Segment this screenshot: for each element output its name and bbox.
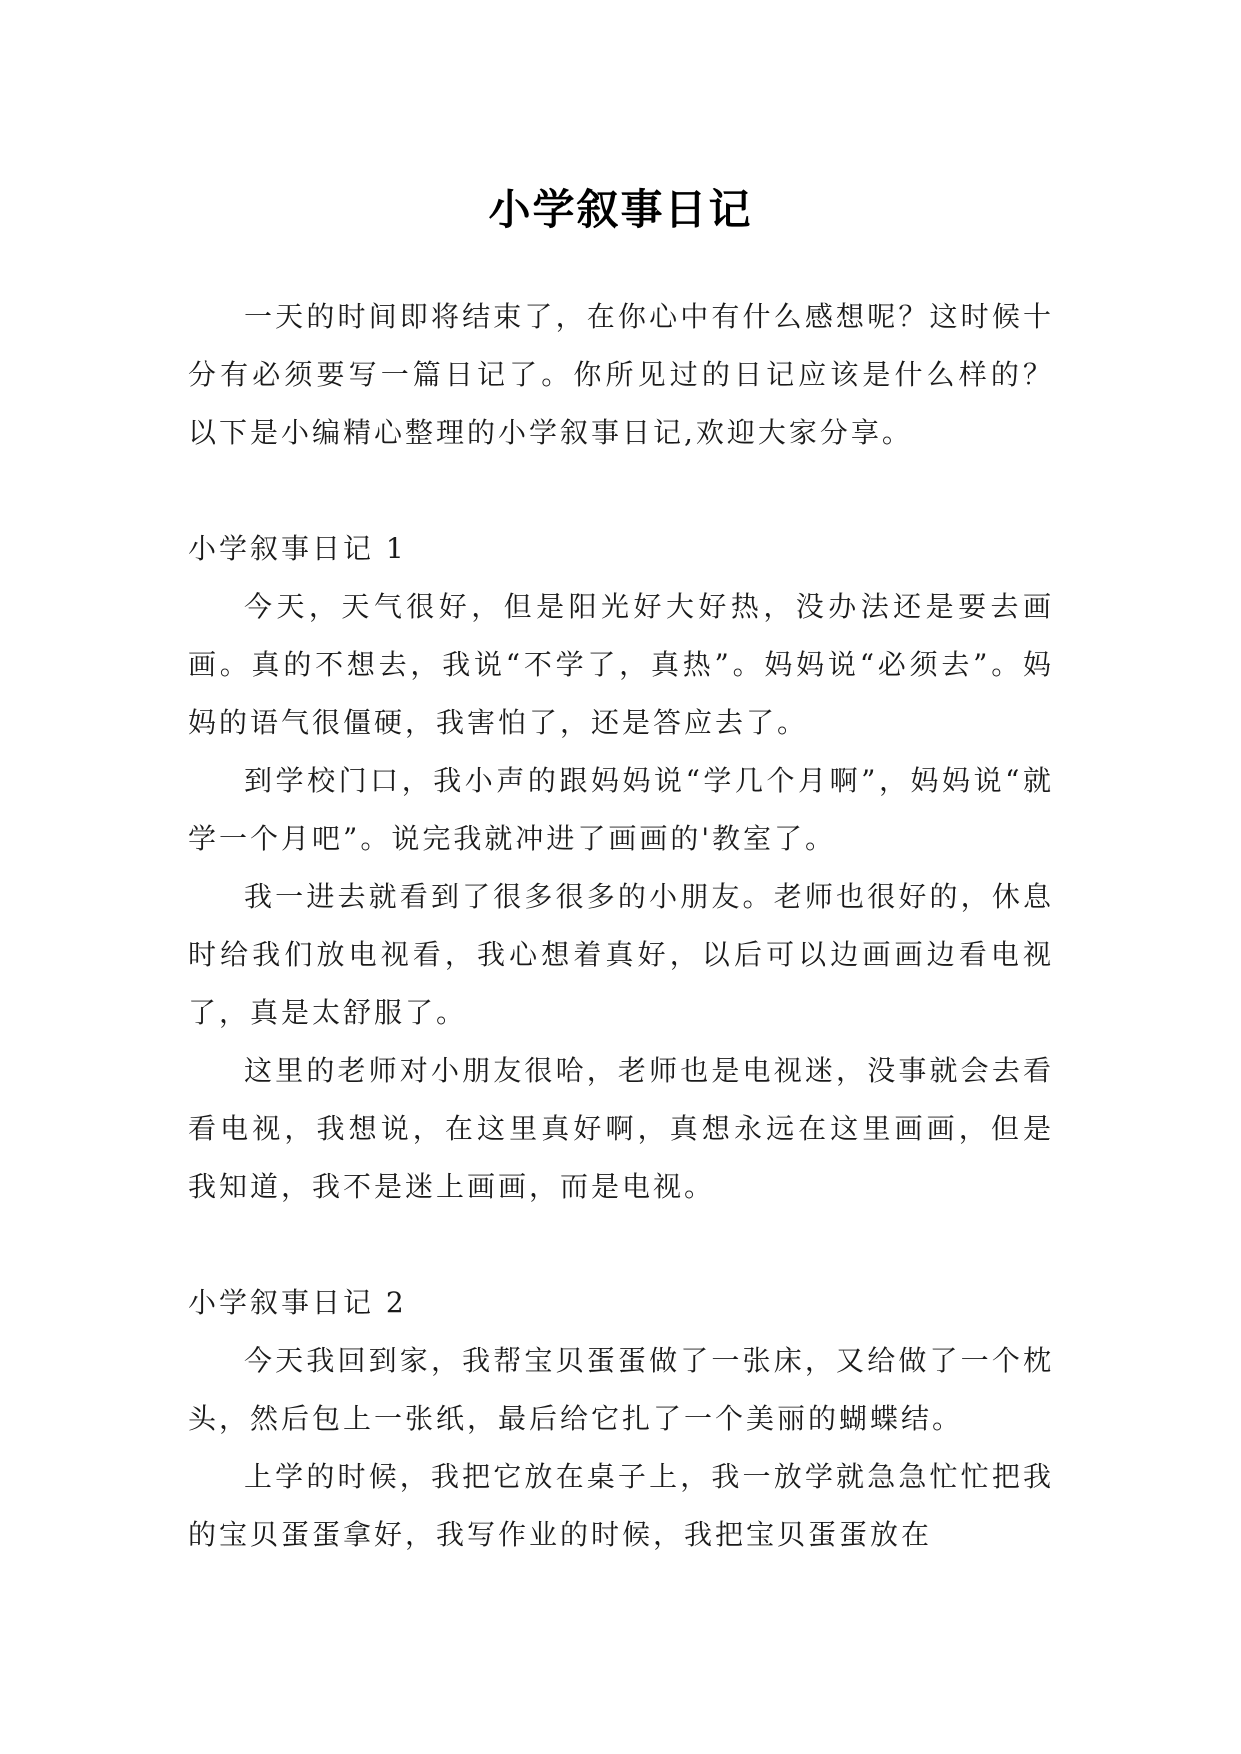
paragraph: 这里的老师对小朋友很哈，老师也是电视迷，没事就会去看看电视，我想说，在这里真好啊，真想永远在这里画画，但是我知道，我不是迷上画画，而是电视。: [188, 1054, 1054, 1203]
paragraph: 我一进去就看到了很多很多的小朋友。老师也很好的，休息时给我们放电视看，我心想着真好，以后可以边画画边看电视了，真是太舒服了。: [188, 880, 1054, 1029]
section-heading: 小学叙事日记 2: [188, 1286, 407, 1319]
intro-paragraph: 一天的时间即将结束了，在你心中有什么感想呢？这时候十分有必须要写一篇日记了。你所见过的日记应该是什么样的？以下是小编精心整理的小学叙事日记,欢迎大家分享。: [188, 300, 1054, 449]
paragraph: 今天，天气很好，但是阳光好大好热，没办法还是要去画画。真的不想去，我说“不学了，真热”。妈妈说“必须去”。妈妈的语气很僵硬，我害怕了，还是答应去了。: [188, 590, 1054, 739]
diary-section-2: [188, 1274, 1054, 1564]
paragraph: 到学校门口，我小声的跟妈妈说“学几个月啊”，妈妈说“就学一个月吧”。说完我就冲进了画画的'教室了。: [188, 764, 1054, 855]
paragraph: 今天我回到家，我帮宝贝蛋蛋做了一张床，又给做了一个枕头，然后包上一张纸，最后给它扎了一个美丽的蝴蝶结。: [188, 1344, 1054, 1435]
paragraph: 上学的时候，我把它放在桌子上，我一放学就急急忙忙把我的宝贝蛋蛋拿好，我写作业的时候，我把宝贝蛋蛋放在: [188, 1460, 1054, 1551]
page-title: 小学叙事日记: [488, 185, 753, 235]
diary-section-1: [188, 520, 1054, 1216]
section-heading: 小学叙事日记 1: [188, 532, 407, 565]
